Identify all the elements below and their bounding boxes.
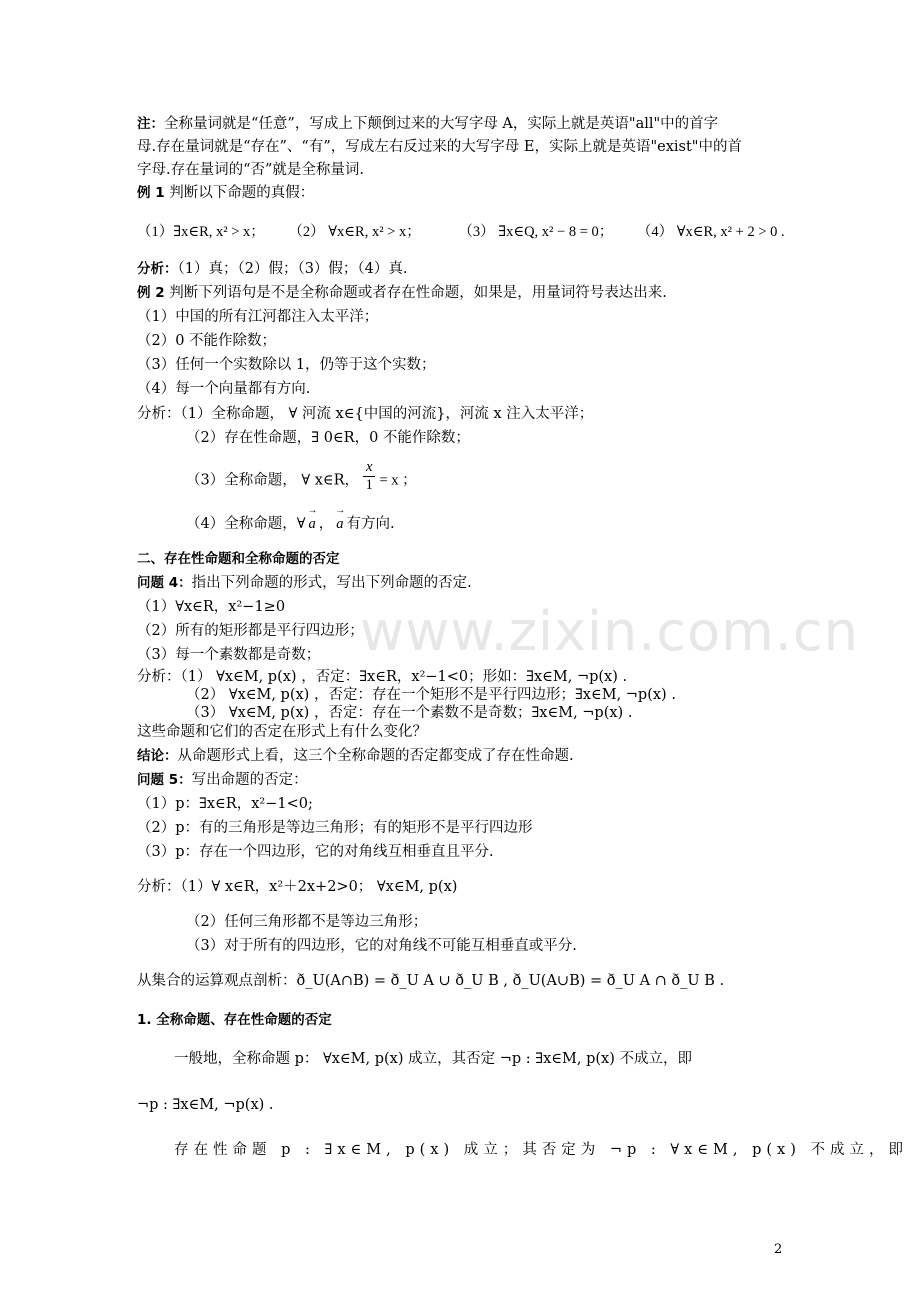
analysis-2-line-1: 分析：（1）全称命题， ∀ 河流 x∈{中国的河流}，河流 x 注入太平洋； [137,406,594,422]
conclusion [137,746,800,768]
example-1-label: 例 1 [137,185,165,201]
question-4-item-3: （3）每一个素数都是奇数； [137,647,321,663]
note-line-2: 母.存在量词就是“存在”、“有”，写成左右反过来的大写字母 E，实际上就是英语"exist"中的首 [137,139,742,155]
vector-a-2: → a [336,514,343,534]
fraction-x-over-1 [363,459,375,494]
analysis-1-label: 分析： [137,261,178,277]
note-line-1 [137,114,800,136]
paragraph-3: 存在性命题 p : ∃x∈M, p(x) 成立；其否定为 ¬p : ∀x∈M, p(x) 不成立，即 [174,1142,908,1158]
conclusion-text: 从命题形式上看，这三个全称命题的否定都变成了存在性命题. [177,748,574,764]
example-2-item-1: （1）中国的所有江河都注入太平洋； [137,309,379,325]
fraction-numerator: x [363,459,375,477]
paragraph-2: ¬p : ∃x∈M, ¬p(x) . [137,1097,274,1113]
analysis-4-line-2: （2） ∀x∈M, p(x) ，否定：存在一个矩形不是平行四边形；∃x∈M, ¬p(x) . [186,687,676,703]
question-5-heading [137,770,800,792]
question-4-item-1: （1）∀x∈R，x²−1≥0 [137,599,286,615]
question-5-text: 写出命题的否定： [191,772,308,788]
analysis-1 [137,259,800,281]
question-4-heading [137,573,800,595]
example-2-heading [137,283,800,305]
question-4-text: 指出下列命题的形式，写出下列命题的否定. [191,575,472,591]
analysis-5-line-3: （3）对于所有的四边形，它的对角线不可能互相垂直或平分. [186,938,577,954]
watermark: www.zixin.com.cn [360,600,859,663]
paragraph-1: 一般地，全称命题 p： ∀x∈M, p(x) 成立，其否定 ¬p : ∃x∈M, p(x) 不成立，即 [174,1051,692,1067]
analysis-5-line-1: 分析：（1）∀ x∈R，x²＋2x+2>0； ∀x∈M, p(x) [137,879,458,895]
set-operations-line: 从集合的运算观点剖析：ð_U(A∩B) = ð_U A ∪ ð_U B , ð_U(A∪B) = ð_U A ∩ ð_U B . [137,973,725,989]
example-2-label: 例 2 [137,285,165,301]
example-2-item-3: （3）任何一个实数除以 1，仍等于这个实数； [137,357,436,373]
question-5-item-1: （1）p：∃x∈R，x²−1<0; [137,796,313,812]
analysis-2-line-4-mid: ， [318,516,334,532]
analysis-1-text: （1）真；（2）假；（3）假；（4）真. [177,261,408,277]
analysis-2-line-3-pre: （3）全称命题， ∀ x∈R， [186,472,360,489]
analysis-4-line-1: 分析：（1） ∀x∈M, p(x) ，否定：∃x∈R，x²−1<0；形如：∃x∈M, ¬p(x) . [137,669,628,685]
analysis-5-line-2: （2）任何三角形都不是等边三角形； [186,914,428,930]
question-5-label: 问题 5： [137,772,192,788]
section-3-title: 1. 全称命题、存在性命题的否定 [137,1012,332,1028]
question-change: 这些命题和它们的否定在形式上有什么变化？ [137,724,427,740]
analysis-2-line-4-pre: （4）全称命题，∀ [186,516,306,532]
question-4-label: 问题 4： [137,575,192,591]
example-2-text: 判断下列语句是不是全称命题或者存在性命题，如果是，用量词符号表达出来. [169,285,667,301]
example-1-items [137,222,800,244]
question-5-item-2: （2）p：有的三角形是等边三角形；有的矩形不是平行四边形 [137,820,533,836]
example-1-item-1: （1）∃x∈R, x² > x； [137,224,265,240]
analysis-2-line-3 [186,459,800,503]
analysis-4-line-3: （3） ∀x∈M, p(x) ，否定：存在一个素数不是奇数；∃x∈M, ¬p(x) . [186,705,633,721]
example-1-item-4: （4） ∀x∈R, x² + 2 > 0 . [636,224,785,240]
example-1-heading [137,183,800,205]
example-1-text: 判断以下命题的真假： [169,185,315,201]
analysis-2-line-4 [186,514,800,536]
analysis-2-line-3-post: = x ； [379,472,417,489]
analysis-2-line-2: （2）存在性命题，∃ 0∈R，0 不能作除数； [186,430,470,446]
page-number: 2 [774,1242,783,1257]
vector-a-1: → a [308,514,315,534]
fraction-denominator: 1 [365,477,373,493]
note-label: 注： [137,116,164,132]
analysis-2-line-4-post: 有方向. [346,516,395,532]
example-1-item-3: （3） ∃x∈Q, x² − 8 = 0； [458,224,614,240]
conclusion-label: 结论： [137,748,178,764]
note-text-1: 全称量词就是“任意”，写成上下颠倒过来的大写字母 A，实际上就是英语"all"中的首字 [164,116,719,132]
example-2-item-4: （4）每一个向量都有方向. [137,381,311,397]
example-2-item-2: （2）0 不能作除数； [137,333,277,349]
question-4-item-2: （2）所有的矩形都是平行四边形； [137,623,364,639]
question-5-item-3: （3）p：存在一个四边形，它的对角线互相垂直且平分. [137,844,494,860]
example-1-item-2: （2） ∀x∈R, x² > x； [288,224,421,240]
note-line-3: 字母.存在量词的“否”就是全称量词. [137,162,365,178]
section-2-title: 二、存在性命题和全称命题的否定 [137,551,340,567]
